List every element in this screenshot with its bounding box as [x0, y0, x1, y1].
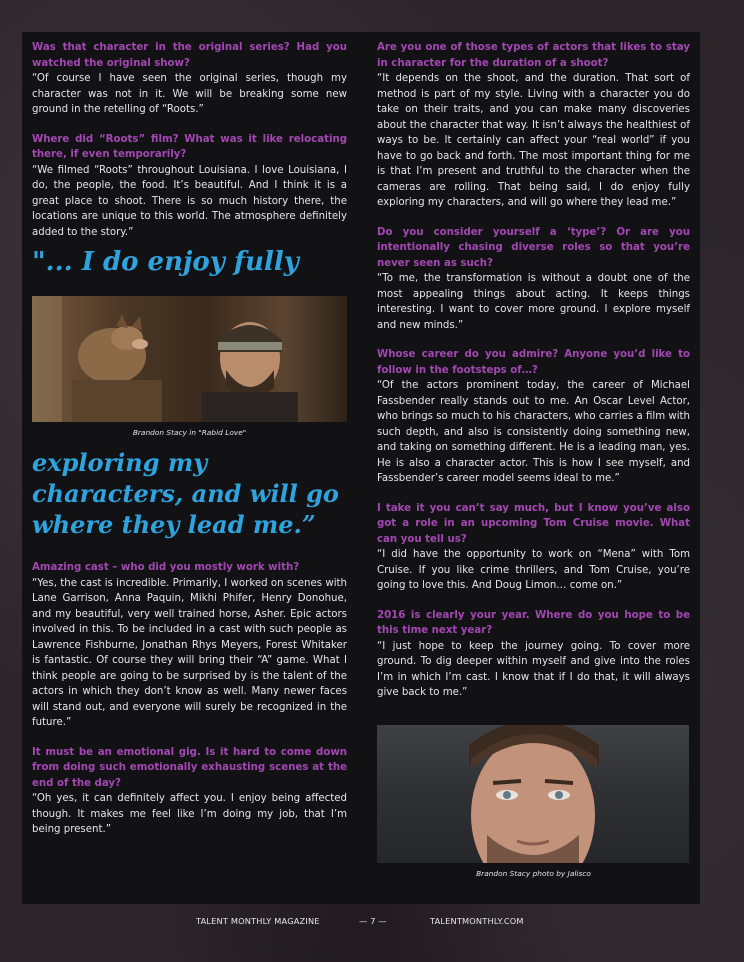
- question: Are you one of those types of actors that likes to stay in character for the duration of a shoot?: [377, 42, 690, 69]
- question: 2016 is clearly your year. Where do you hope to be this time next year?: [377, 609, 690, 636]
- question: Do you consider yourself a ‘type’? Or are you intentionally chasing diverse roles so that you’re never seen as such?: [377, 226, 690, 269]
- answer: “I did have the opportunity to work on “Mena” with Tom Cruise. If you like crime thrillers, and Tom Cruise, you’re going to love this. And Doug Limon… come on.”: [377, 549, 690, 591]
- pull-quote-bottom: exploring my characters, and will go where they lead me.”: [32, 448, 339, 539]
- photo-caption: Brandon Stacy photo by Jalisco: [476, 868, 591, 878]
- answer: “Of the actors prominent today, the career of Michael Fassbender really stands out to me. An Oscar Level Actor, who brings so much to his characters, who carries a film with such depth, and also is consistently doing something new, and taking on something different. He is a leading man, yes. He is also a character actor. This is how I see myself, and Fassbender’s career model seems ideal to me.”: [377, 380, 690, 484]
- page-footer: [0, 912, 744, 932]
- answer: “To me, the transformation is without a doubt one of the most appealing things about acting. It keeps things interesting. I want to cover more ground. I explore myself and new minds.”: [377, 273, 690, 331]
- footer-page-number: — 7 —: [359, 916, 387, 926]
- portrait-illustration: [377, 725, 689, 863]
- question: I take it you can’t say much, but I know you’ve also got a role in an upcoming Tom Cruise movie. What can you tell us?: [377, 502, 690, 545]
- question: Whose career do you admire? Anyone you’d like to follow in the footsteps of…?: [377, 349, 690, 376]
- footer-website[interactable]: TALENTMONTHLY.COM: [430, 916, 524, 926]
- answer: “Oh yes, it can definitely affect you. I enjoy being affected though. It makes me feel like I’m doing my job, that I’m being present.”: [32, 793, 347, 835]
- answer: “It depends on the shoot, and the duration. That sort of method is part of my style. Living with a character you do take on their traits, and you can make many discoveries about the character that way. It isn’t always the healthiest of ways to be. It certainly can affect your “real world” if you have to go back and forth. The most important thing for me is that I’m present and truthful to the character when the cameras are rolling. That being said, I do enjoy fully exploring my characters, and will go where they lead me.”: [377, 73, 690, 208]
- question: Where did “Roots” film? What was it like relocating there, if even temporarily?: [32, 133, 347, 160]
- answer: “Yes, the cast is incredible. Primarily, I worked on scenes with Lane Garrison, Anna Paquin, Mikhi Phifer, Henry Donohue, and my beautiful, very well trained horse, Asher. Epic actors involved in this. To be included in a cast with such people as Lawrence Fishburne, Jonathan Rhys Meyers, Forest Whitaker is fantastic. Of course they will bring their “A” game. What I think people are going to be surprised by is the talent of the actors in which they don’t know as well. Many newer faces will stand out, and everyone will surely be recognized in the future.”: [32, 577, 347, 728]
- left-column: [32, 40, 347, 852]
- footer-magazine: TALENT MONTHLY MAGAZINE: [196, 916, 320, 926]
- question: It must be an emotional gig. Is it hard to come down from doing such emotionally exhausting scenes at the end of the day?: [32, 746, 347, 789]
- pull-quote-top: "... I do enjoy fully: [32, 247, 299, 277]
- photo-illustration: [32, 296, 347, 422]
- rabid-love-photo: [32, 296, 347, 422]
- photo-caption: Brandon Stacy in "Rabid Love": [132, 428, 247, 437]
- answer: “We filmed “Roots” throughout Louisiana. I love Louisiana, I do, the people, the food. It’s beautiful. And I think it is a great place to shoot. There is so much history there, the locations are unique to this world. The atmosphere definitely added to the story.”: [32, 164, 347, 238]
- question: Amazing cast – who did you mostly work with?: [32, 562, 300, 573]
- right-column: [377, 40, 690, 878]
- article-panel: [22, 32, 700, 904]
- answer: “I just hope to keep the journey going. To cover more ground. To dig deeper within myself and give into the roles I’m in which I’m cast. I know that if I do that, it will always give back to me.”: [377, 640, 690, 698]
- portrait-photo: [377, 725, 689, 863]
- question: Was that character in the original series? Had you watched the original show?: [32, 42, 347, 69]
- answer: “Of course I have seen the original series, though my character was not in it. We will be breaking some new ground in the retelling of “Roots.”: [32, 73, 347, 115]
